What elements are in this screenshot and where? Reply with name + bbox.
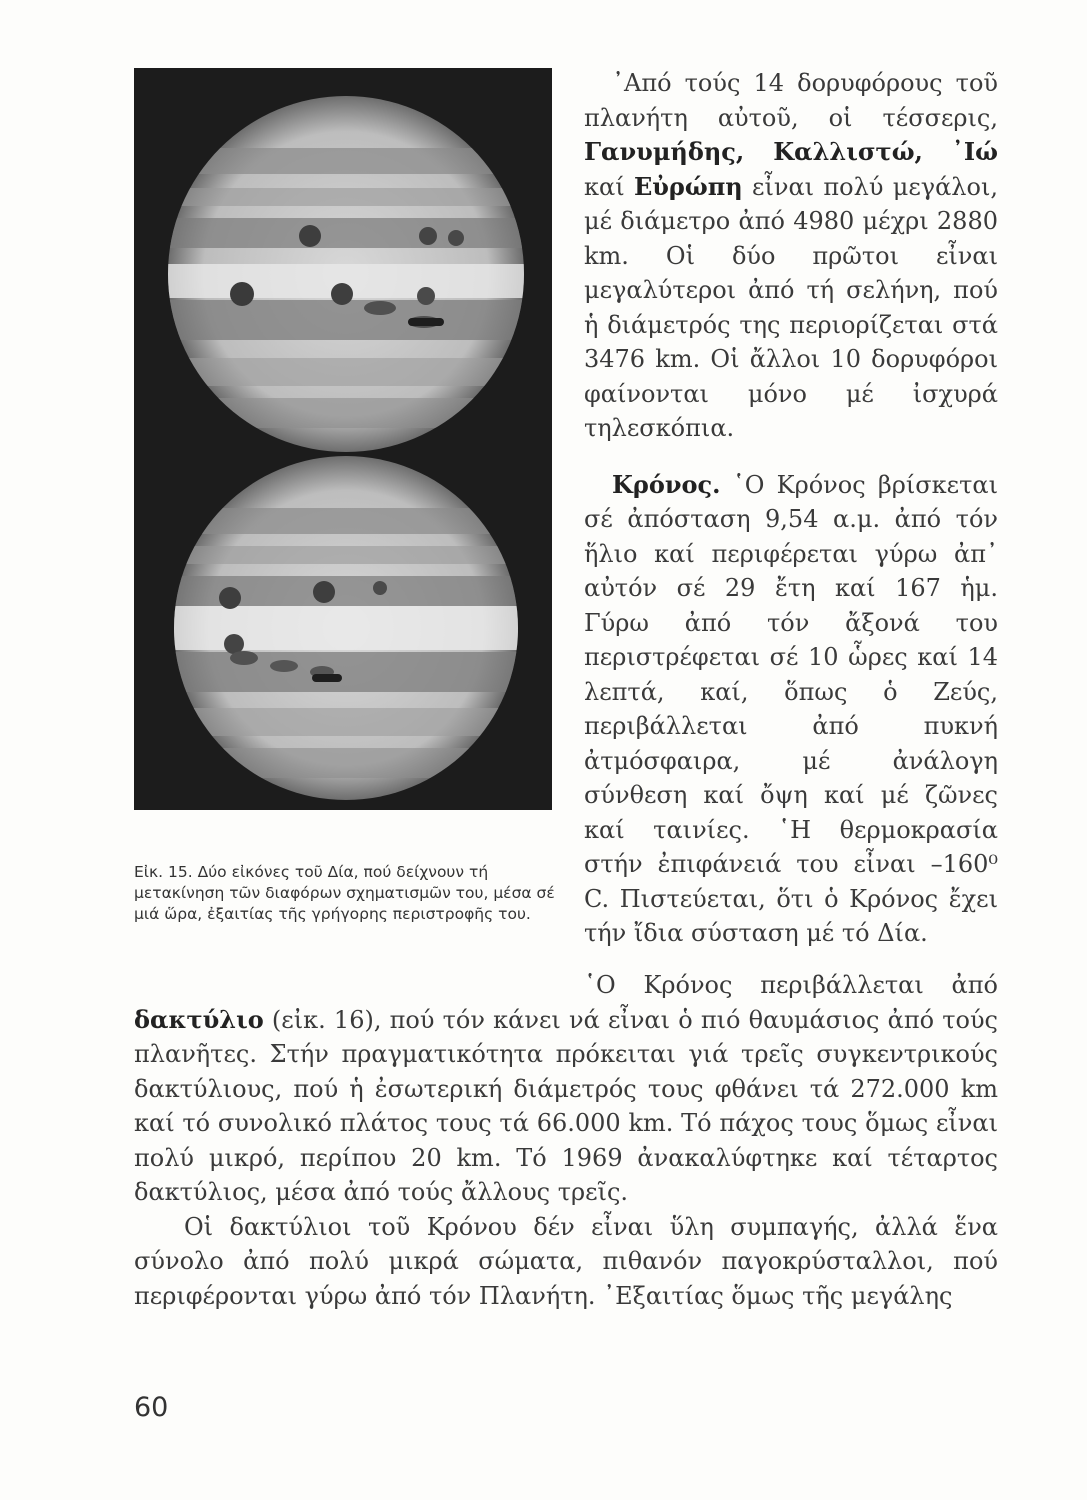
- jupiter-moons-paragraph: ᾿Από τούς 14 δορυφόρους τοῦ πλανήτη αὐτοῦ, οἱ τέσσερις, Γανυμήδης, Καλλιστώ, ᾿Ιώ καί Εὐρώπη εἶναι πολύ μεγάλοι, μέ διάμετρο ἀπό 4980 μέχρι 2880 km. Οἱ δύο πρῶτοι εἶναι μεγαλύτεροι ἀπό τή σελήνη, πού ἡ διάμετρός της περιορίζεται στά 3476 km. Οἱ ἄλλοι 10 δορυφόροι φαίνονται μόνο μέ ἰσχυρά τηλεσκόπια.: [584, 69, 998, 442]
- figure-caption: Εἰκ. 15. Δύο εἰκόνες τοῦ Δία, πού δείχνουν τή μετακίνηση τῶν διαφόρων σχηματισμῶν του, μέσα σέ μιά ὥρα, ἐξαιτίας τῆς γρήγορης περιστροφῆς του.: [134, 863, 555, 923]
- jupiter-image-top: [154, 96, 552, 452]
- jupiter-image-bottom: [154, 456, 552, 800]
- right-column: [584, 66, 998, 951]
- moon-europa: Εὐρώπη: [633, 171, 743, 201]
- jupiter-figure: [134, 68, 552, 810]
- jupiter-photographs: [134, 68, 552, 810]
- saturn-heading: Κρόνος.: [612, 469, 721, 499]
- page-number: 60: [134, 1392, 169, 1423]
- moon-names: Γανυμήδης, Καλλιστώ, ᾿Ιώ: [584, 137, 998, 166]
- rings-paragraph: ῾Ο Κρόνος περιβάλλεται ἀπό δακτύλιο (εἰκ. 16), πού τόν κάνει νά εἶναι ὁ πιό θαυμάσιος ἀπό τούς πλανῆτες. Στήν πραγματικότητα πρόκειται γιά τρεῖς συγκεντρικούς δακτύλιους, πού ἡ ἐσωτερική διάμετρός τους φθάνει τά 272.000 km καί τό συνολικό πλάτος τους τά 66.000 km. Τό πάχος τους ὅμως εἶναι πολύ μικρό, περίπου 20 km. Τό 1969 ἀνακαλύφτηκε καί τέταρτος δακτύλιος, μέσα ἀπό τούς ἄλλους τρεῖς.: [134, 971, 998, 1206]
- rings-composition-paragraph: Οἱ δακτύλιοι τοῦ Κρόνου δέν εἶναι ὕλη συμπαγής, ἀλλά ἕνα σύνολο ἀπό πολύ μικρά σώματα, πιθανόν παγοκρύσταλλοι, πού περιφέρονται γύρω ἀπό τόν Πλανήτη. ᾿Εξαιτίας ὅμως τῆς μεγάλης: [134, 1212, 998, 1310]
- saturn-paragraph: Κρόνος. ῾Ο Κρόνος βρίσκεται σέ ἀπόσταση 9,54 α.μ. ἀπό τόν ἥλιο καί περιφέρεται γύρω ἀπ᾿ αὐτόν σέ 29 ἔτη καί 167 ἡμ. Γύρω ἀπό τόν ἄξονά του περιστρέφεται σέ 10 ὧρες καί 14 λεπτά, καί, ὅπως ὁ Ζεύς, περιβάλλεται ἀπό πυκνή ἀτμόσφαιρα, μέ ἀνάλογη σύνθεση καί ὄψη καί μέ ζῶνες καί ταινίες. ῾Η θερμοκρασία στήν ἐπιφάνειά του εἶναι –160⁰ C. Πιστεύεται, ὅτι ὁ Κρόνος ἔχει τήν ἴδια σύσταση μέ τό Δία.: [584, 469, 998, 947]
- full-width-text: [134, 968, 998, 1313]
- ring-term: δακτύλιο: [134, 1004, 264, 1034]
